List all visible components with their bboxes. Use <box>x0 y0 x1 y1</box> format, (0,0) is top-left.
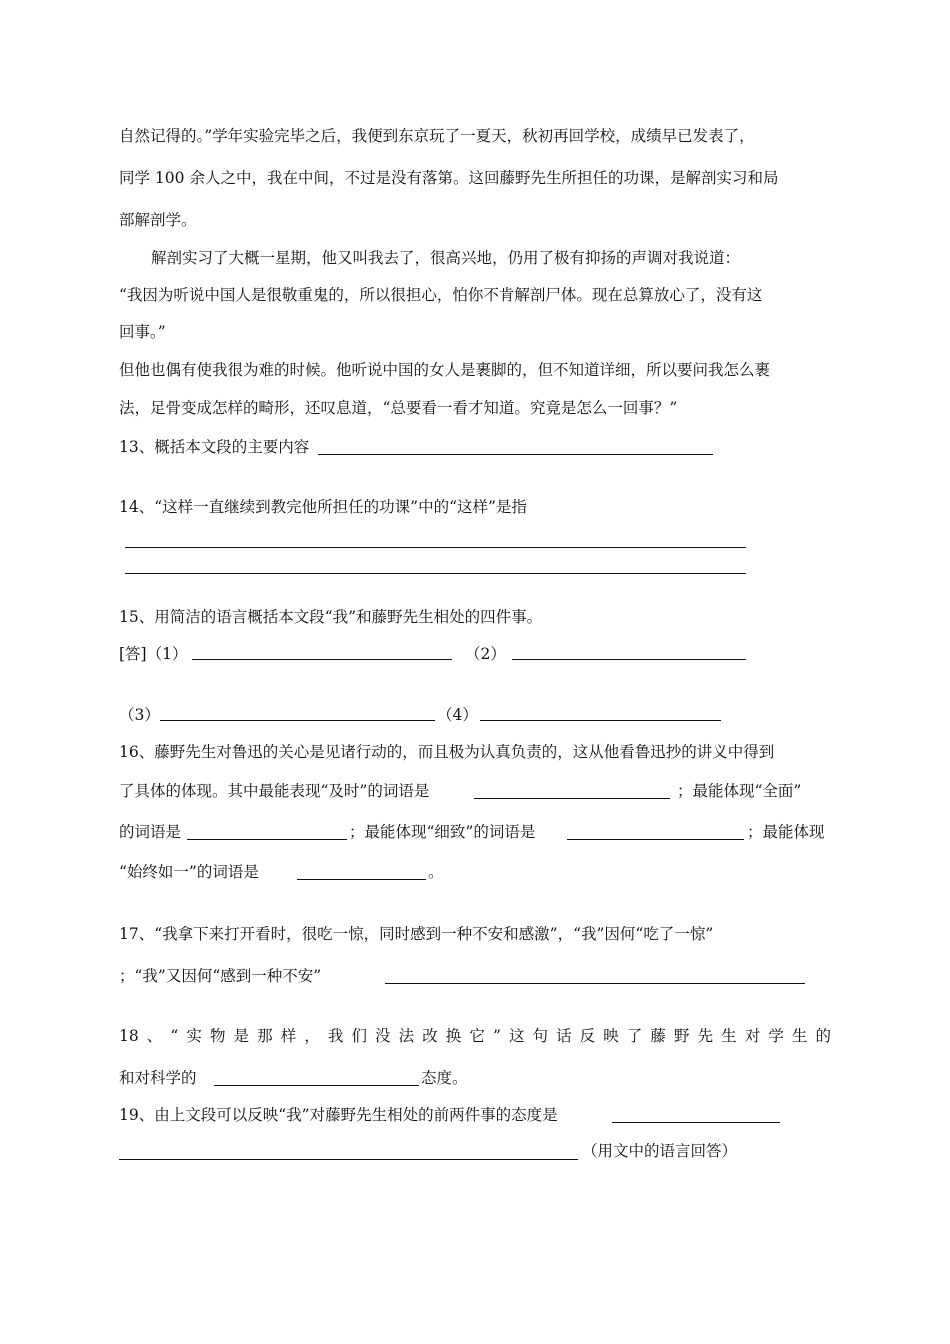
passage-line-3: 部解剖学。 <box>119 211 197 229</box>
answer-label-15-4: （4） <box>437 706 478 724</box>
answer-blank-13[interactable] <box>318 454 713 455</box>
question-15: 15、用简洁的语言概括本文段“我”和藤野先生相处的四件事。 <box>119 608 543 626</box>
answer-blank-16-comprehensive[interactable] <box>187 839 347 840</box>
answer-label-15-2: （2） <box>465 645 506 663</box>
passage-line-1: 自然记得的。”学年实验完毕之后，我便到东京玩了一夏天，秋初再回学校，成绩早已发表了， <box>119 127 755 145</box>
answer-blank-16-consistent[interactable] <box>297 879 426 880</box>
question-16-line-4a: “始终如一”的词语是 <box>119 863 259 881</box>
passage-line-7: 但他也偶有使我很为难的时候。他听说中国的女人是裹脚的，但不知道详细，所以要问我怎么裹 <box>119 361 771 379</box>
question-18-line-1-text: 18、“实物是那样，我们没法改换它”这句话反映了藤野先生对学生的 <box>119 1027 831 1045</box>
answer-blank-19-line-2[interactable] <box>119 1159 578 1160</box>
question-19-line-1: 19、由上文段可以反映“我”对藤野先生相处的前两件事的态度是 <box>119 1106 558 1124</box>
answer-blank-18[interactable] <box>214 1085 419 1086</box>
answer-blank-15-1[interactable] <box>192 659 452 660</box>
passage-line-4: 解剖实习了大概一星期，他又叫我去了，很高兴地，仍用了极有抑扬的声调对我说道： <box>151 249 741 267</box>
answer-blank-17[interactable] <box>385 983 805 984</box>
question-18-line-2b: 态度。 <box>421 1069 468 1087</box>
answer-blank-15-2[interactable] <box>512 659 746 660</box>
passage-line-5: “我因为听说中国人是很敬重鬼的，所以很担心，怕你不肯解剖尸体。现在总算放心了，没有这 <box>119 286 763 304</box>
answer-blank-15-4[interactable] <box>480 720 721 721</box>
question-16-line-3a: 的词语是 <box>119 823 182 841</box>
answer-label-15-1: [答]（1） <box>119 645 188 663</box>
answer-blank-15-3[interactable] <box>160 720 435 721</box>
answer-blank-14-line-2[interactable] <box>125 573 746 574</box>
answer-blank-16-meticulous[interactable] <box>567 839 744 840</box>
answer-blank-19-line-1[interactable] <box>612 1122 780 1123</box>
answer-blank-14-line-1[interactable] <box>125 547 746 548</box>
question-19-line-2: （用文中的语言回答） <box>582 1142 738 1160</box>
answer-blank-16-timely[interactable] <box>474 798 670 799</box>
question-16-line-2a: 了具体的体现。其中最能表现“及时”的词语是 <box>119 782 430 800</box>
question-14: 14、“这样一直继续到教完他所担任的功课”中的“这样”是指 <box>119 498 527 516</box>
question-16-line-2b: ；最能体现“全面” <box>677 782 802 800</box>
answer-label-15-3: （3） <box>119 706 160 724</box>
passage-line-6: 回事。” <box>119 323 166 341</box>
question-16-line-1: 16、藤野先生对鲁迅的关心是见诸行动的，而且极为认真负责的，这从他看鲁迅抄的讲义中得到 <box>119 743 775 761</box>
question-17-line-2: ；“我”又因何“感到一种不安” <box>119 967 322 985</box>
question-17-line-1: 17、“我拿下来打开看时，很吃一惊，同时感到一种不安和感激”，“我”因何“吃了一惊” <box>119 925 714 943</box>
question-18-line-1 <box>119 1026 831 1046</box>
question-16-line-3b: ；最能体现“细致”的词语是 <box>349 823 536 841</box>
question-13: 13、概括本文段的主要内容 <box>119 438 310 456</box>
question-16-line-4b: 。 <box>428 863 444 881</box>
question-16-line-3c: ；最能体现 <box>747 823 825 841</box>
passage-line-2: 同学 100 余人之中，我在中间，不过是没有落第。这回藤野先生所担任的功课，是解剖实习和局 <box>119 169 779 187</box>
question-18-line-2a: 和对科学的 <box>119 1069 197 1087</box>
passage-line-8: 法，足骨变成怎样的畸形，还叹息道，“总要看一看才知道。究竟是怎么一回事？” <box>119 399 678 417</box>
